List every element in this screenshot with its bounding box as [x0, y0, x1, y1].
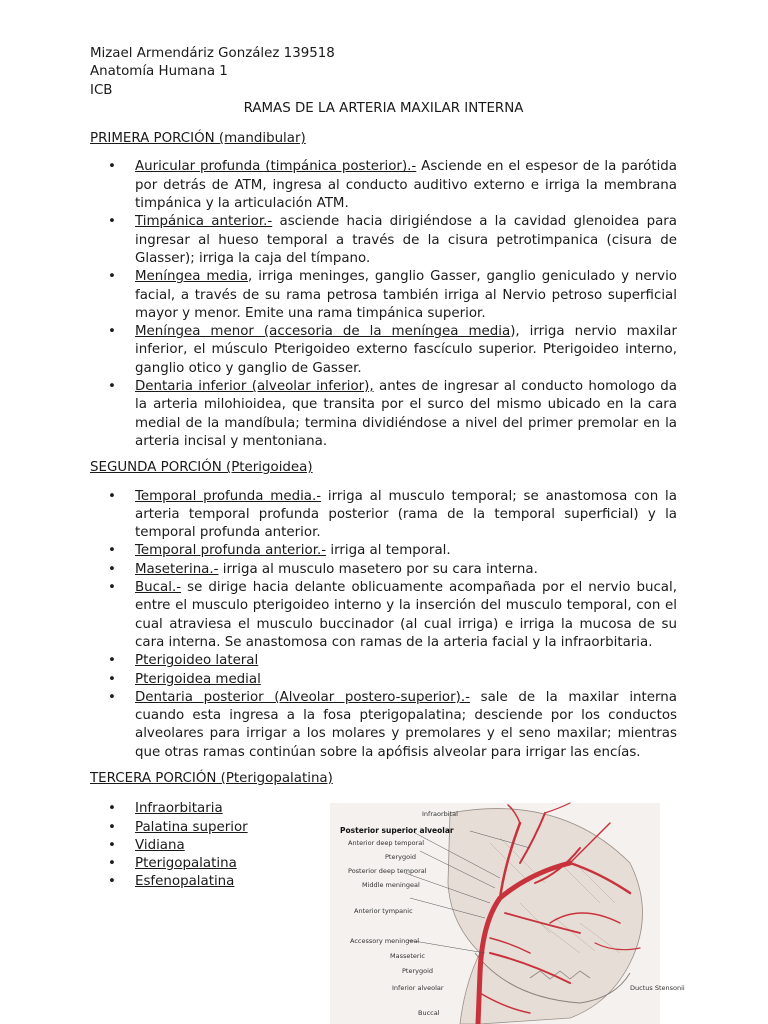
list-item — [90, 213, 677, 268]
figure-label: Buccal — [418, 1009, 440, 1017]
bullet-icon: • — [108, 561, 116, 577]
branch-name: Auricular profunda (timpánica posterior).- — [135, 159, 417, 175]
bullet-icon: • — [108, 580, 116, 596]
list-item — [90, 323, 677, 378]
branch-name: Meníngea media — [135, 269, 249, 285]
branch-description: irriga al temporal. — [326, 543, 451, 559]
branch-name: Bucal.- — [135, 580, 182, 596]
branch-name: Esfenopalatina — [135, 874, 235, 890]
figure-label: Ductus Stensonii — [630, 984, 685, 992]
bullet-icon: • — [108, 159, 116, 175]
branch-description: asciende hacia dirigiéndose a la cavidad glenoidea para ingresar al hueso temporal a través de la cisura petrotimpanica (cisura de Glasser); irriga la caja del tímpano. — [135, 214, 677, 266]
branch-name: Infraorbitaria — [135, 801, 223, 817]
list-item — [90, 561, 677, 579]
branch-name: Meníngea menor (accesoria de la meníngea media — [135, 324, 511, 340]
branch-description: ), irriga nervio maxilar inferior, el músculo Pterigoideo externo fascículo superior. Pterigoideo interno, ganglio otico y ganglio de Gasser. — [135, 324, 677, 376]
branch-description: Asciende en el espesor de la parótida por detrás de ATM, ingresa al conducto auditivo externo e irriga la membrana timpánica y la articulación ATM. — [135, 159, 677, 212]
course-line: Anatomía Humana 1 — [90, 64, 228, 80]
bullet-icon: • — [108, 837, 116, 853]
institute-line: ICB — [90, 82, 113, 98]
branch-name: Maseterina.- — [135, 561, 219, 577]
branch-description: antes de ingresar al conducto homologo da la arteria milohioidea, que transita por el surco del mismo ubicado en la cara medial de la mandíbula; termina dividiéndose a nivel del primer premolar en la arteria incisal y mentoniana. — [135, 379, 677, 449]
list-item — [90, 579, 677, 652]
figure-label: Posterior superior alveolar — [340, 826, 454, 835]
bullet-icon: • — [108, 671, 116, 687]
author-line: Mizael Armendáriz González 139518 — [90, 46, 335, 61]
section-heading-tercera: TERCERA PORCIÓN (Pterigopalatina) — [90, 770, 333, 786]
bullet-icon: • — [108, 379, 116, 395]
figure-label: Accessory meningeal — [350, 937, 420, 945]
figure-label: Pterygoid — [385, 853, 417, 861]
branch-name: Timpánica anterior.- — [135, 214, 273, 230]
bullet-icon: • — [108, 488, 116, 504]
document-page — [90, 45, 677, 900]
branch-description: irriga al musculo masetero por su cara interna. — [218, 561, 538, 577]
list-item — [90, 488, 677, 543]
figure-label: Pterygoid — [402, 967, 434, 975]
list-item — [90, 542, 677, 560]
section-heading-segunda: SEGUNDA PORCIÓN (Pterigoidea) — [90, 460, 313, 476]
figure-label: Anterior tympanic — [354, 907, 413, 915]
bullet-icon: • — [108, 543, 116, 559]
branch-name: Vidiana — [135, 837, 185, 853]
branch-name: Temporal profunda media.- — [135, 488, 322, 504]
branch-name: Dentaria inferior (alveolar inferior), — [135, 379, 374, 395]
bullet-icon: • — [108, 269, 116, 285]
list-item — [90, 158, 677, 213]
branch-description: , irriga meninges, ganglio Gasser, ganglio geniculado y nervio facial, a través de su rama petrosa también irriga al Nervio petroso superficial mayor y menor. Emite una rama timpánica superior. — [135, 269, 677, 321]
bullet-icon: • — [108, 819, 116, 835]
figure-label: Middle meningeal — [362, 881, 420, 889]
figure-label: Masseteric — [390, 952, 425, 960]
figure-label: Infraorbital — [422, 810, 458, 818]
figure-label: Posterior deep temporal — [348, 867, 427, 875]
figure-label: Inferior alveolar — [392, 984, 444, 992]
list-item — [90, 671, 677, 689]
bullet-icon: • — [108, 801, 116, 817]
branch-list-primera — [90, 158, 677, 451]
branch-list-segunda — [90, 488, 677, 762]
branch-description: irriga al musculo temporal; se anastomosa con la arteria temporal profunda posterior (rama de la temporal superficial) y la temporal profunda anterior. — [135, 488, 677, 541]
maxillary-artery-illustration — [330, 803, 685, 1024]
bullet-icon: • — [108, 324, 116, 340]
bullet-icon: • — [108, 214, 116, 230]
bullet-icon: • — [108, 874, 116, 890]
branch-description: se dirige hacia delante oblicuamente acompañada por el nervio bucal, entre el musculo pterigoideo interno y la inserción del musculo temporal, con el cual atraviesa el musculo buccinador (al cual irriga) e irriga la mucosa de su cara interna. Se anastomosa con ramas de la arteria facial y la infraorbitaria. — [135, 580, 677, 650]
branch-name: Palatina superior — [135, 819, 248, 835]
list-item — [90, 652, 677, 670]
document-title: RAMAS DE LA ARTERIA MAXILAR INTERNA — [243, 100, 524, 116]
list-item — [90, 689, 677, 762]
branch-name: Dentaria posterior (Alveolar postero-superior).- — [135, 689, 470, 705]
list-item — [90, 268, 677, 323]
branch-name: Pterigopalatina — [135, 856, 237, 872]
branch-description: sale de la maxilar interna cuando esta ingresa a la fosa pterigopalatina; desciende por los conductos alveolares para irrigar a los molares y premolares y el seno maxilar; mientras que otras ramas continúan sobre la apófisis alveolar para irrigar las encías. — [135, 689, 677, 760]
branch-name: Pterigoideo lateral — [135, 653, 259, 669]
list-item — [90, 378, 677, 451]
branch-name: Pterigoidea medial — [135, 671, 261, 687]
anatomy-drawing — [330, 803, 685, 1024]
bullet-icon: • — [108, 653, 116, 669]
section-heading-primera: PRIMERA PORCIÓN (mandibular) — [90, 131, 306, 147]
bullet-icon: • — [108, 856, 116, 872]
branch-name: Temporal profunda anterior.- — [135, 543, 327, 559]
bullet-icon: • — [108, 689, 116, 705]
figure-label: Anterior deep temporal — [348, 839, 425, 847]
